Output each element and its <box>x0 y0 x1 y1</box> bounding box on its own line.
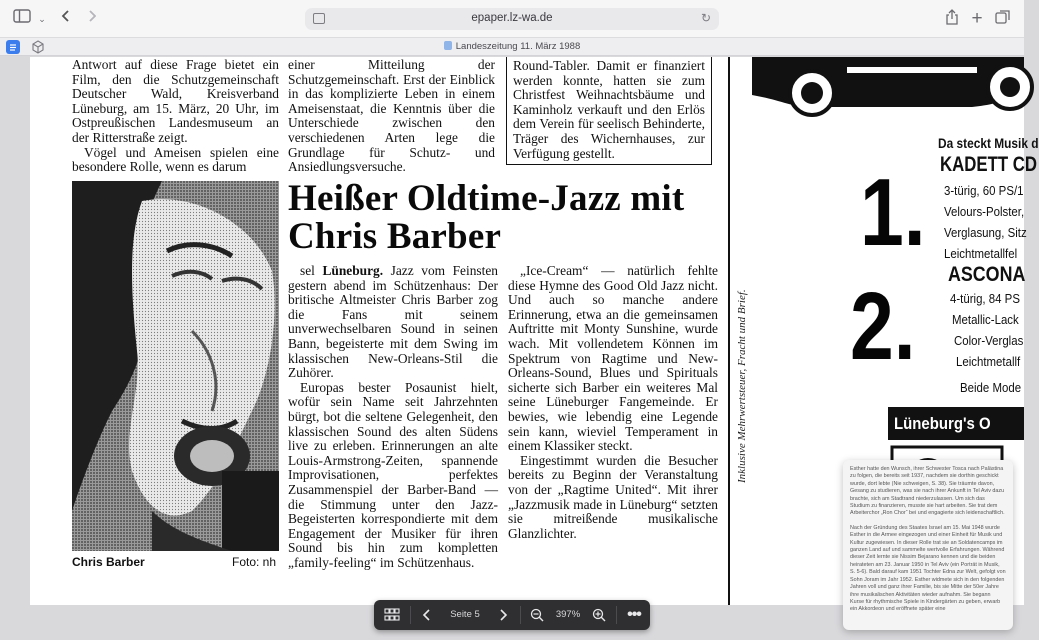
top-paragraph-2: Vögel und Ameisen spielen eine besondere Rolle, wenn es darum <box>72 144 279 175</box>
browser-toolbar <box>0 0 1024 38</box>
ad-model-kadett: KADETT CD <box>940 153 1038 176</box>
photo-credit: Foto: nh <box>232 555 277 569</box>
boxed-note-text: Round-Tabler. Damit er finanziert werden konnte, hatten sie zum Christfest Weihnachtsbäume und Kaminholz verkauft und den Erlös dem Verein für seelisch Behinderte, Träger des Wichernhauses, zur Verfügung gestellt. <box>513 58 705 161</box>
ad-number-two: 2. <box>850 273 916 380</box>
boxed-note <box>506 57 712 165</box>
active-tab[interactable] <box>0 41 1024 52</box>
zoom-in-icon[interactable] <box>588 600 610 630</box>
ad-kadett-spec-1: 3-türig, 60 PS/1 <box>944 183 1024 198</box>
article-column-2 <box>508 264 718 541</box>
article-paragraph-1: Jazz vom Feinsten gestern abend im Schützenhaus: Der britische Altmeister Chris Barber zog die Fans mit seinem unverwechselbaren Sound in seinen Bann, begeisterte mit dem Swing im klassischen New-Orleans-Stil die Zuhörer. <box>288 263 498 381</box>
reload-icon[interactable]: ↻ <box>700 11 711 25</box>
zoom-out-icon[interactable] <box>526 600 548 630</box>
page-indicator[interactable]: Seite 5 <box>450 609 480 620</box>
ad-dealer-name: Lüneburg's O <box>894 414 991 433</box>
zoom-level[interactable]: 397% <box>555 609 581 620</box>
top-column-middle <box>288 58 495 175</box>
photo-caption: Chris Barber <box>72 555 145 569</box>
tab-favicon-icon <box>444 41 452 50</box>
ad-kadett-spec-4: Leichtmetallfel <box>944 246 1018 261</box>
ad-ascona-spec-2: Metallic-Lack <box>952 312 1019 327</box>
share-icon[interactable] <box>942 9 962 29</box>
ad-kadett-spec-2: Velours-Polster, <box>944 204 1025 219</box>
forward-icon[interactable] <box>82 9 102 29</box>
separator <box>616 606 617 624</box>
ad-model-ascona: ASCONA <box>948 263 1026 286</box>
chris-barber-photo <box>72 181 279 551</box>
viewer-control-bar <box>374 600 650 630</box>
tab-bar <box>0 38 1024 56</box>
separator <box>410 606 411 624</box>
photo-illustration-icon <box>72 181 279 551</box>
tab-title-text: Landeszeitung 11. März 1988 <box>455 41 581 52</box>
popup-paragraph-2: Nach der Gründung des Staates Israel am 15. Mai 1948 wurde Esther in die Armee eingezogen und einer Einheit für Musik und Kultur zugewiesen. In dieser Rolle trat sie an Soldatencamps im ganzen Land auf und sammelte wertvolle Erfahrungen. Während dieser Zeit lernte sie Nissim Bejarano kennen und die beiden heirateten am 23. Januar 1950 in Tel Aviv (ein Porträt in Musik, S. 5-6). Bald darauf kam 1951 Tochter Edna zur Welt, gefolgt von Sohn Joram im Jahr 1952. Esther widmete sich in den folgenden Jahren voll und ganz ihrer Familie, bis sie Mitte der 50er Jahre ihre musikalischen Aktivitäten wieder aufnahm. Sie begann Kurse für rhythmische Spiele in Kindergärten zu geben, erwarb ein Akkordeon und eröffnete später eine <box>850 524 1006 613</box>
next-page-icon[interactable] <box>492 600 514 630</box>
car-illustration-icon <box>752 57 1024 117</box>
ad-ascona-spec-1: 4-türig, 84 PS <box>950 291 1020 306</box>
back-icon[interactable] <box>56 9 76 29</box>
sidebar-toggle-icon[interactable] <box>12 9 32 29</box>
previous-page-icon[interactable] <box>416 600 438 630</box>
article-headline: Heißer Oldtime-Jazz mit Chris Barber <box>288 178 685 257</box>
top-middle-paragraph: einer Mitteilung der Schutzgemeinschaft. Erst der Einblick in das komplizierte Leben in einem Ameisenstaat, die Kenntnis über die Unterschiede zwischen den verschiedenen Arten lege die Grundlage für Schutz- und Ansiedlungsversuche. <box>288 57 495 175</box>
separator <box>520 606 521 624</box>
ad-ascona-spec-3: Color-Verglas <box>954 333 1024 348</box>
chevron-down-icon[interactable]: ⌄ <box>38 14 46 24</box>
vertical-note <box>730 257 754 497</box>
annotation-popup[interactable] <box>843 460 1013 630</box>
top-column-left <box>72 58 279 175</box>
article-dateline: Lüneburg. <box>322 263 384 278</box>
tab-overview-icon[interactable] <box>993 9 1013 29</box>
article-lead-paragraph <box>288 264 498 381</box>
url-text: epaper.lz-wa.de <box>471 12 553 24</box>
popup-paragraph-1: Esther hatte den Wunsch, ihrer Schwester Tosca nach Palästina zu folgen, die bereits seit 1937, nachdem sie dorthin geschickt wurde, dort lebte (Nie schweigen, S. 38). Sie träumte davon, Gesang zu studieren, was sie nach ihrer Ankunft in Tel Aviv dazu brachte, sich am Stadtrand niederzulassen. Um sich das Studium zu finanzieren, musste sie hart arbeiten. Sie trat dem Arbeiterchor „Ron Chor“ bei und engagierte sich leidenschaftlich. <box>850 466 1005 517</box>
ad-ascona-spec-4: Leichtmetallf <box>956 354 1021 369</box>
ad-number-one: 1. <box>860 159 926 266</box>
address-bar[interactable] <box>305 8 719 30</box>
ad-footer-note: Beide Mode <box>960 380 1022 395</box>
article-paragraph-2: Europas bester Posaunist hielt, wofür sein Name seit Jahrzehnten bürgt, bot die seltene Gelegenheit, den klassischen Sound des alten Südens live zu erleben. Erinnerungen an alte Louis-Armstrong-Zeiten, spannende Improvisationen, perfektes Zusammenspiel der Barber-Band — die Stimmung unter den Jazz-Begeisterten korrespondierte mit dem Engagement der Musiker für ihren Sound bis hin zum kompletten „family-feeling“ im Schützenhaus. <box>288 379 498 570</box>
article-column-1 <box>288 264 498 570</box>
article-paragraph-3: „Ice-Cream“ — natürlich fehlte diese Hymne des Good Old Jazz nicht. Und auch so manche andere Erinnerung, etwa an die gemeinsamen Auftritte mit Monty Sunshine, wurde wach. Mit vollendetem Können im Spektrum von Ragtime und New-Orleans-Sound, Blues und Spirituals sicherte sich Barber ein weiteres Mal seine Lüneburger Fangemeinde. Er bewies, wie lebendig eine Legende sein kann, wieviel Temperament in einem Klassiker steckt. <box>508 263 718 454</box>
ad-tagline: Da steckt Musik d <box>938 135 1039 151</box>
article-author: sel <box>300 263 315 278</box>
ad-kadett-spec-3: Verglasung, Sitz <box>944 225 1027 240</box>
vertical-note-text: Inklusive Mehrwertsteuer, Fracht und Brief. <box>736 289 748 483</box>
top-paragraph-1: Antwort auf diese Frage bietet ein Film, den die Schutzgemeinschaft Deutscher Wald, Kreisverband Lüneburg, am 15. März, 20 Uhr, im Ostpreußischen Landesmuseum an der Ritterstraße zeigt. <box>72 57 279 145</box>
article-paragraph-4: Eingestimmt wurden die Besucher bereits zu Beginn der Veranstaltung von der „Ragtime United“. Mit ihrer „Jazzmusik made in Lüneburg“ setzten sie mitreißende musikalische Glanzlichter. <box>508 452 718 541</box>
viewer-content <box>0 57 1039 640</box>
new-tab-icon[interactable]: + <box>971 8 983 29</box>
more-options-icon[interactable]: ••• <box>627 606 641 623</box>
grid-view-icon[interactable] <box>380 600 404 630</box>
